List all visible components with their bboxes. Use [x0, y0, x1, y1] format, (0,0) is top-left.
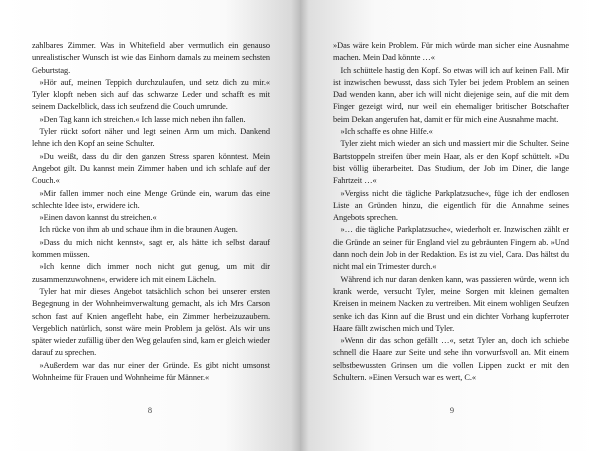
- paragraph: Tyler zieht mich wieder an sich und massiert mir die Schulter. Seine Bartstoppeln streifen über mein Haar, als er den Kopf schüttelt. »Du bist völlig überarbeitet. Das Studium, der Job im Diner, die lange Fahrtzeit …«: [333, 139, 569, 186]
- paragraph: Ich schüttele hastig den Kopf. So etwas will ich auf keinen Fall. Mir ist inzwischen bewusst, dass sich Tyler bei jedem Problem an seinen Dad wenden kann, aber ich will nicht diejenige sein, auf die mit dem Finger gezeigt wird, nur weil ein ehemaliger britischer Botschafter beim Dekan angerufen hat, damit er für mich eine Ausnahme macht.: [333, 65, 569, 124]
- paragraph: »Den Tag kann ich streichen.« Ich lasse mich neben ihn fallen.: [39, 114, 246, 124]
- paragraph: »Ich kenne dich immer noch nicht gut genug, um mit dir zusammenzuwohnen«, erwidere ich mit einem Lächeln.: [32, 262, 270, 284]
- paragraph: »Dass du mich nicht kennst«, sagt er, als hätte ich selbst darauf kommen müssen.: [32, 237, 270, 260]
- paragraph: zahlbares Zimmer. Was in Whitefield aber vermutlich ein genauso unrealistischer Wunsch ist wie das Einhorn damals zu meinem sechsten Geburtstag.: [32, 41, 270, 75]
- paragraph: »Außerdem war das nur einer der Gründe. Es gibt nicht umsonst Wohnheime für Frauen und Wohnheime für Männer.«: [32, 360, 270, 383]
- paragraph: »Mir fallen immer noch eine Menge Gründe ein, warum das eine schlechte Idee ist«, erwidere ich.: [32, 188, 270, 210]
- paragraph: Während ich nur daran denken kann, was passieren würde, wenn ich krank werde, versucht Tyler, meine Sorgen mit kleinen gemalten Kreisen in meinem Nacken zu vertreiben. Mit einem wohligen Seufzen senke ich das Kinn auf die Brust und ein dichter Vorhang kupferroter Haare fällt zwischen mich und Tyler.: [333, 274, 569, 333]
- left-page-text: [32, 40, 270, 384]
- right-page: [300, 0, 600, 451]
- paragraph: »Einen davon kannst du streichen.«: [39, 213, 157, 223]
- paragraph: »… die tägliche Parkplatzsuche«, wiederholt er. Inzwischen zählt er die Gründe an seiner für England viel zu gebräunten Fingern ab. »Und dann noch dein Job in der Redaktion. Es ist zu viel, Cara. Das hältst du nicht mal ein Trimester durch.«: [333, 225, 569, 272]
- right-page-text: [333, 40, 569, 384]
- paragraph: »Hör auf, meinen Teppich durchzulaufen, und setz dich zu mir.« Tyler klopft neben sich auf das schwarze Leder und schafft es mit seinem Dackelblick, dass ich seufzend die Couch umrunde.: [32, 77, 270, 112]
- page-number: 8: [147, 406, 153, 415]
- paragraph: Tyler hat mir dieses Angebot tatsächlich schon bei unserer ersten Begegnung in der Wohnheimverwaltung gemacht, als ich Mrs Carson schon fast auf Knien angefleht habe, ein Zimmer herbeizuzaubern. Vergeblich natürlich, sonst wäre mein Problem ja gelöst. Als wir uns später wieder zufällig über den Weg gelaufen sind, kam er gleich wieder darauf zu sprechen.: [32, 286, 270, 358]
- page-number: 9: [449, 406, 455, 415]
- paragraph: »Das wäre kein Problem. Für mich würde man sicher eine Ausnahme machen. Mein Dad könnte …«: [333, 41, 569, 63]
- paragraph: »Wenn dir das schon gefällt …«, setzt Tyler an, doch ich schiebe schnell die Haare zur Seite und sehe ihn vorwurfsvoll an. Mit einem selbstbewussten Grinsen um die vollen Lippen zuckt er mit den Schultern. »Einen Versuch war es wert, C.«: [333, 336, 569, 383]
- paragraph: »Ich schaffe es ohne Hilfe.«: [340, 127, 433, 137]
- paragraph: »Vergiss nicht die tägliche Parkplatzsuche«, füge ich der endlosen Liste an Gründen hinzu, die eigentlich für die Annahme seines Angebots sprechen.: [333, 188, 569, 223]
- paragraph: Ich rücke von ihm ab und schaue ihm in die braunen Augen.: [39, 225, 238, 235]
- paragraph: »Du weißt, dass du dir den ganzen Stress sparen könntest. Mein Angebot gilt. Du kannst mein Zimmer haben und ich schlafe auf der Couch.«: [32, 151, 270, 186]
- paragraph: Tyler rückt sofort näher und legt seinen Arm um mich. Dankend lehne ich den Kopf an seine Schulter.: [32, 127, 270, 149]
